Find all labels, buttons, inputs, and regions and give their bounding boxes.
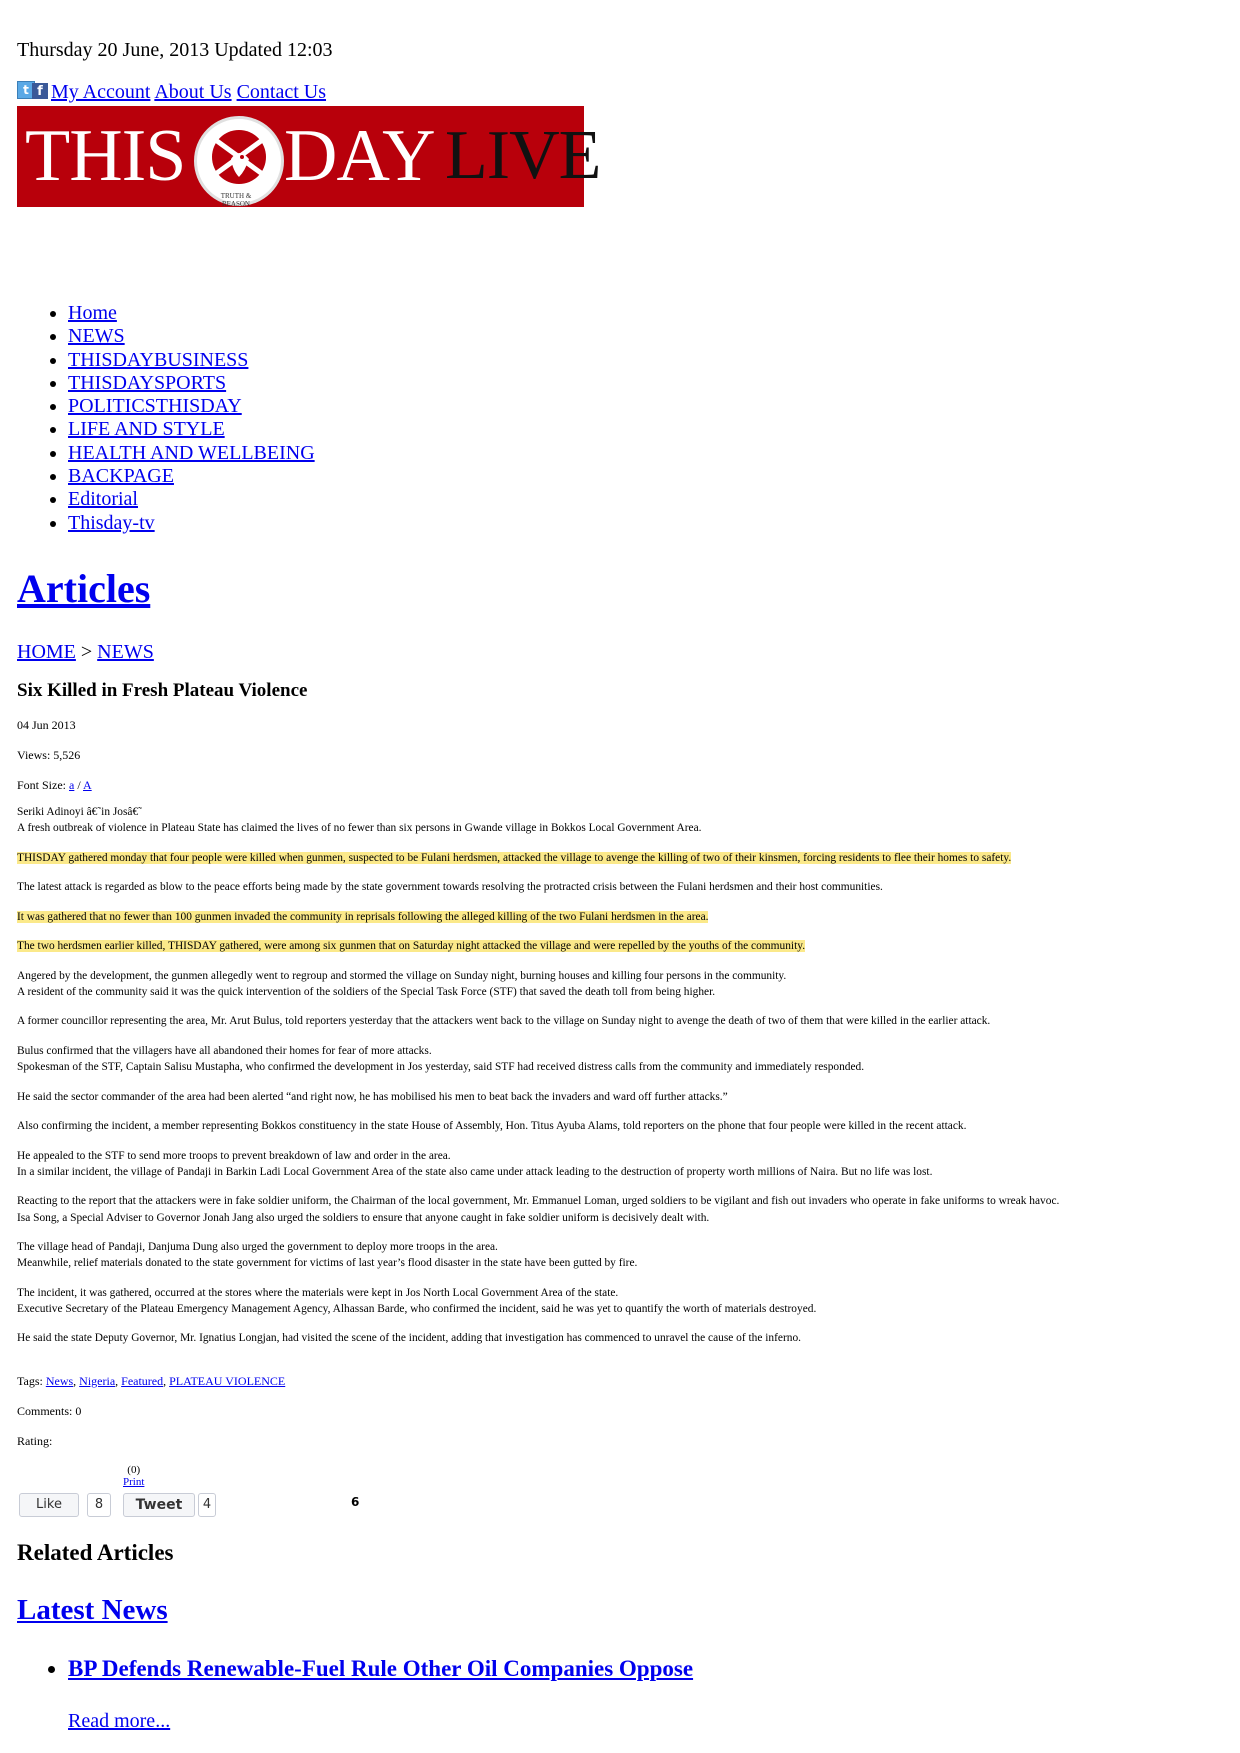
nav-link-home[interactable]: Home — [68, 302, 117, 324]
breadcrumb-news[interactable]: NEWS — [97, 641, 154, 663]
nav-link-backpage[interactable]: BACKPAGE — [68, 465, 174, 488]
article-line: Isa Song, a Special Adviser to Governor Jonah Jang also urged the soldiers to ensure that anyone caught in fake soldier uniform is decisively dealt with. — [17, 1211, 710, 1224]
article-paragraph — [17, 1148, 1227, 1180]
article-tags: Tags: News, Nigeria, Featured, PLATEAU VIOLENCE — [17, 1374, 286, 1388]
nav-item-life-style — [68, 418, 315, 441]
article-line: The village head of Pandaji, Danjuma Dung also urged the government to deploy more troops in the area. — [17, 1241, 498, 1254]
nav-link-thisday-tv[interactable]: Thisday-tv — [68, 511, 155, 534]
article-paragraph — [17, 909, 1227, 925]
nav-item-backpage — [68, 465, 315, 488]
nav-link-sports[interactable]: THISDAYSPORTS — [68, 371, 227, 394]
my-account-link[interactable]: My Account — [51, 81, 151, 103]
article-paragraph — [17, 968, 1227, 1000]
nav-link-life-style[interactable]: LIFE AND STYLE — [68, 418, 225, 441]
article-line: Meanwhile, relief materials donated to the state government for victims of last year’s flood disaster in the state have been gutted by fire. — [17, 1257, 638, 1270]
article-line: A fresh outbreak of violence in Plateau State has claimed the lives of no fewer than six persons in Gwande village in Bokkos Local Government Area. — [17, 822, 702, 835]
nav-item-editorial — [68, 488, 315, 511]
article-line: Bulus confirmed that the villagers have all abandoned their homes for fear of more attacks. — [17, 1044, 432, 1057]
logo-word-live: LIVE — [445, 117, 601, 194]
breadcrumb-separator: > — [75, 641, 98, 663]
tag-link[interactable]: News — [45, 1374, 74, 1388]
logo-motto: TRUTH & REASON — [220, 192, 252, 208]
like-count: 8 — [87, 1493, 111, 1517]
articles-link[interactable]: Articles — [17, 566, 151, 611]
breadcrumb-home[interactable]: HOME — [17, 641, 76, 663]
article-line: A former councillor representing the area, Mr. Arut Bulus, told reporters yesterday that the attackers went back to the village on Sunday night to avenge the death of two of them that were killed in the earlier attack. — [17, 1015, 991, 1028]
article-paragraph — [17, 879, 1227, 895]
article-line: Seriki Adinoyi â€˜in Josâ€˜ — [17, 806, 142, 818]
site-logo[interactable] — [17, 106, 601, 208]
article-paragraph — [17, 1043, 1227, 1075]
latest-news-heading — [17, 1594, 168, 1627]
nav-item-thisday-tv — [68, 512, 315, 535]
vote-box — [123, 1464, 144, 1488]
like-label: Like — [36, 1497, 62, 1512]
article-line: A resident of the community said it was the quick intervention of the soldiers of the Special Task Force (STF) that saved the death toll from being higher. — [17, 985, 716, 998]
article-body — [17, 804, 1227, 1360]
contact-us-link[interactable]: Contact Us — [236, 81, 327, 103]
article-line: The two herdsmen earlier killed, THISDAY gathered, were among six gunmen that on Saturday night attacked the village and were repelled by the youths of the community. — [17, 940, 806, 953]
main-nav — [17, 302, 315, 535]
nav-item-sports — [68, 372, 315, 395]
latest-news-link[interactable]: Latest News — [17, 1594, 168, 1626]
list-item — [68, 1656, 693, 1682]
facebook-like-button[interactable] — [19, 1493, 79, 1517]
vote-count: (0) — [127, 1464, 141, 1476]
article-paragraph — [17, 1193, 1227, 1225]
article-line: He said the state Deputy Governor, Mr. Ignatius Longjan, had visited the scene of the incident, adding that investigation has commenced to unravel the cause of the inferno. — [17, 1332, 802, 1345]
article-line: THISDAY gathered monday that four people were killed when gunmen, suspected to be Fulani herdsmen, attacked the village to avenge the killing of two of their kinsmen, forcing residents to flee their homes to safety. — [17, 851, 1012, 864]
eagle-icon — [209, 129, 269, 185]
nav-item-business — [68, 349, 315, 372]
article-paragraph — [17, 850, 1227, 866]
section-heading — [17, 565, 150, 612]
article-date: 04 Jun 2013 — [17, 718, 76, 732]
article-paragraph — [17, 1013, 1227, 1029]
article-line: In a similar incident, the village of Pandaji in Barkin Ladi Local Government Area of the state also came under attack leading to the destruction of property worth millions of Naira. But no life was lost. — [17, 1165, 933, 1178]
nav-link-news[interactable]: NEWS — [68, 325, 125, 348]
nav-link-politics[interactable]: POLITICSTHISDAY — [68, 395, 242, 418]
plus-count: 6 — [351, 1495, 360, 1509]
font-larger-link[interactable]: A — [83, 778, 92, 792]
article-title: Six Killed in Fresh Plateau Violence — [17, 680, 308, 701]
print-link[interactable]: Print — [123, 1476, 145, 1488]
facebook-icon[interactable]: f — [32, 83, 48, 99]
article-line: Angered by the development, the gunmen allegedly went to regroup and stormed the village on Sunday night, burning houses and killing four persons in the community. — [17, 969, 787, 982]
breadcrumb — [17, 641, 154, 664]
social-icons — [17, 81, 51, 99]
font-size-separator: / — [74, 778, 84, 792]
article-paragraph — [17, 1089, 1227, 1105]
nav-item-home — [68, 302, 315, 325]
article-line: He appealed to the STF to send more troops to prevent breakdown of law and order in the area. — [17, 1149, 451, 1162]
latest-news-list — [17, 1656, 693, 1682]
article-paragraph — [17, 1330, 1227, 1346]
dateline: Thursday 20 June, 2013 Updated 12:03 — [17, 39, 333, 61]
nav-item-politics — [68, 395, 315, 418]
article-line: Executive Secretary of the Plateau Emergency Management Agency, Alhassan Barde, who confirmed the incident, said he was yet to quantify the worth of materials destroyed. — [17, 1302, 817, 1315]
nav-item-news — [68, 325, 315, 348]
article-line: Reacting to the report that the attackers were in fake soldier uniform, the Chairman of the local government, Mr. Emmanuel Loman, urged soldiers to be vigilant and fish out invaders who operate in fake uniforms to wreak havoc. — [17, 1195, 1060, 1208]
font-size-label: Font Size: — [17, 778, 67, 792]
twitter-icon[interactable]: t — [17, 81, 35, 99]
article-paragraph — [17, 804, 1227, 836]
font-smaller-link[interactable]: a — [69, 778, 75, 792]
logo-word-this: THIS — [25, 115, 186, 197]
article-paragraph — [17, 1118, 1227, 1134]
article-line: The latest attack is regarded as blow to the peace efforts being made by the state government towards resolving the protracted crisis between the Fulani herdsmen and their host communities. — [17, 881, 883, 894]
tags-label: Tags: — [17, 1374, 43, 1388]
article-paragraph — [17, 938, 1227, 954]
tweet-count: 4 — [198, 1493, 216, 1517]
article-line: The incident, it was gathered, occurred at the stores where the materials were kept in Jos North Local Government Area of the state. — [17, 1286, 619, 1299]
nav-link-editorial[interactable]: Editorial — [68, 488, 138, 511]
tag-link[interactable]: PLATEAU VIOLENCE — [169, 1374, 286, 1388]
tweet-button[interactable] — [123, 1493, 195, 1517]
comments-count: Comments: 0 — [17, 1404, 82, 1418]
article-paragraph — [17, 1285, 1227, 1317]
tweet-label: Tweet — [135, 1497, 183, 1513]
rating-label: Rating: — [17, 1434, 53, 1448]
logo-word-day: DAY — [284, 115, 435, 197]
about-us-link[interactable]: About Us — [154, 81, 232, 103]
tag-link[interactable]: Nigeria — [79, 1374, 116, 1388]
article-line: Spokesman of the STF, Captain Salisu Mustapha, who confirmed the development in Jos yesterday, said STF had received distress calls from the community and immediately responded. — [17, 1061, 865, 1074]
related-articles-heading: Related Articles — [17, 1540, 174, 1565]
font-size-control — [17, 778, 92, 793]
article-paragraph — [17, 1239, 1227, 1271]
account-bar — [17, 81, 326, 104]
nav-item-health — [68, 442, 315, 465]
nav-link-business[interactable]: THISDAYBUSINESS — [68, 348, 249, 371]
latest-news-item-link[interactable]: BP Defends Renewable-Fuel Rule Other Oil Companies Oppose — [68, 1656, 694, 1681]
article-line: It was gathered that no fewer than 100 gunmen invaded the community in reprisals following the alleged killing of the two Fulani herdsmen in the area. — [17, 910, 709, 923]
read-more-link[interactable]: Read more... — [68, 1710, 171, 1732]
tag-link[interactable]: Featured — [121, 1374, 164, 1388]
article-views: Views: 5,526 — [17, 748, 81, 762]
article-line: Also confirming the incident, a member representing Bokkos constituency in the state House of Assembly, Hon. Titus Ayuba Alams, told reporters on the phone that four people were killed in the recent attack. — [17, 1120, 967, 1133]
nav-link-health[interactable]: HEALTH AND WELLBEING — [68, 441, 315, 464]
article-line: He said the sector commander of the area had been alerted “and right now, he has mobilised his men to beat back the invaders and ward off further attacks.” — [17, 1090, 728, 1103]
